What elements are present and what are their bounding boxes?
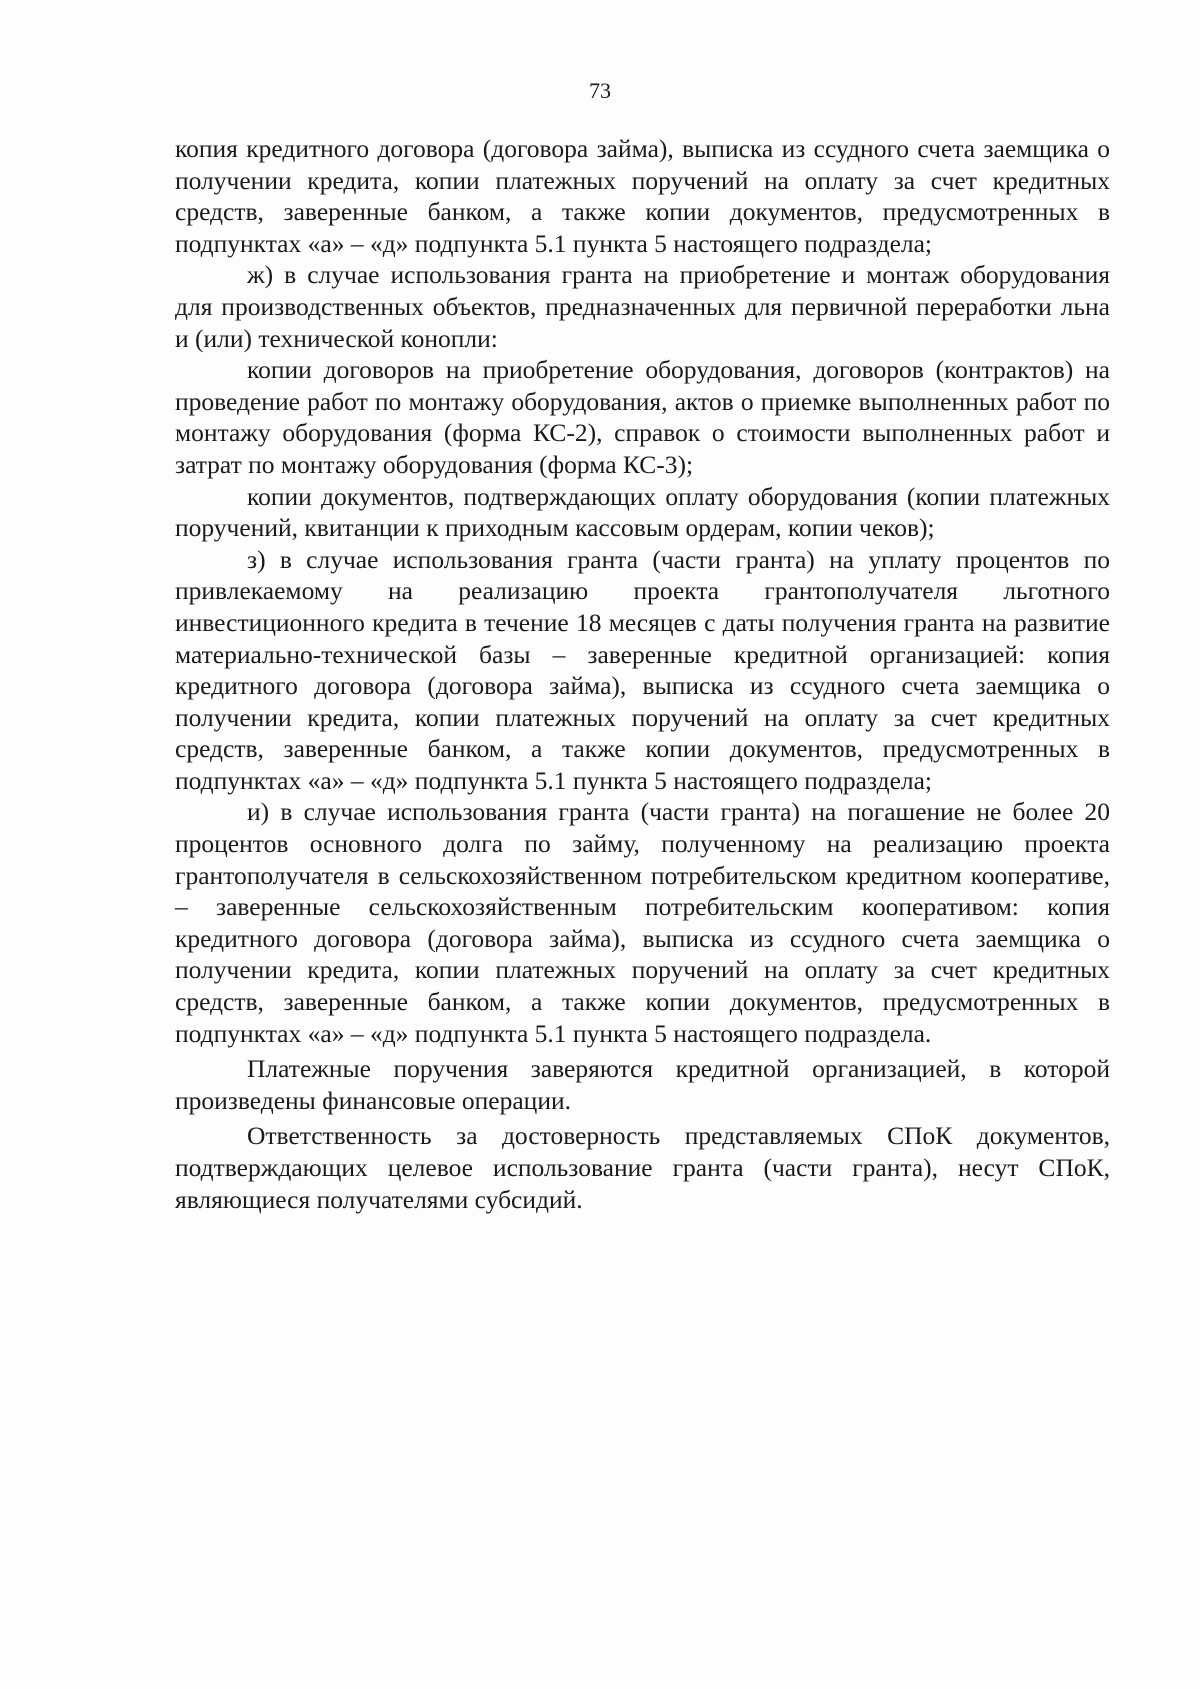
paragraph-item-z: з) в случае использования гранта (части гранта) на уплату процентов по привлекаемому на реализацию проекта грантополучателя льготного инвестиционного кредита в течение 18 месяцев с даты получения гранта на развитие материально-технической базы – заверенные кредитной организацией: копия кредитного договора (договора займа), выписка из ссудного счета заемщика о получении кредита, копии платежных поручений на оплату за счет кредитных средств, заверенные банком, а также копии документов, предусмотренных в подпунктах «а» – «д» подпункта 5.1 пункта 5 настоящего подраздела; [175,544,1110,795]
paragraph-contract-copies: копии договоров на приобретение оборудования, договоров (контрактов) на проведение работ по монтажу оборудования, актов о приемке выполненных работ по монтажу оборудования (форма КС-2), справок о стоимости выполненных работ и затрат по монтажу оборудования (форма КС-3); [175,355,1110,479]
document-body [175,133,1110,1215]
paragraph-item-zh: ж) в случае использования гранта на приобретение и монтаж оборудования для производственных объектов, предназначенных для первичной переработки льна и (или) технической конопли: [175,260,1110,353]
paragraph-payment-documents: копии документов, подтверждающих оплату оборудования (копии платежных поручений, квитанции к приходным кассовым ордерам, копии чеков); [175,481,1110,543]
paragraph-continuation: копия кредитного договора (договора займа), выписка из ссудного счета заемщика о получении кредита, копии платежных поручений на оплату за счет кредитных средств, заверенные банком, а также копии документов, предусмотренных в подпунктах «а» – «д» подпункта 5.1 пункта 5 настоящего подраздела; [175,134,1110,258]
paragraph-payment-orders: Платежные поручения заверяются кредитной организацией, в которой произведены финансовые операции. [175,1054,1110,1115]
paragraph-item-i: и) в случае использования гранта (части гранта) на погашение не более 20 процентов основного долга по займу, полученному на реализацию проекта грантополучателя в сельскохозяйственном потребительском кредитном кооперативе, – заверенные сельскохозяйственным потребительским кооперативом: копия кредитного договора (договора займа), выписка из ссудного счета заемщика о получении кредита, копии платежных поручений на оплату за счет кредитных средств, заверенные банком, а также копии документов, предусмотренных в подпунктах «а» – «д» подпункта 5.1 пункта 5 настоящего подраздела. [175,797,1110,1048]
paragraph-responsibility: Ответственность за достоверность представляемых СПоК документов, подтверждающих целевое использование гранта (части гранта), несут СПоК, являющиеся получателями субсидий. [175,1121,1110,1214]
page-number: 73 [589,78,611,103]
